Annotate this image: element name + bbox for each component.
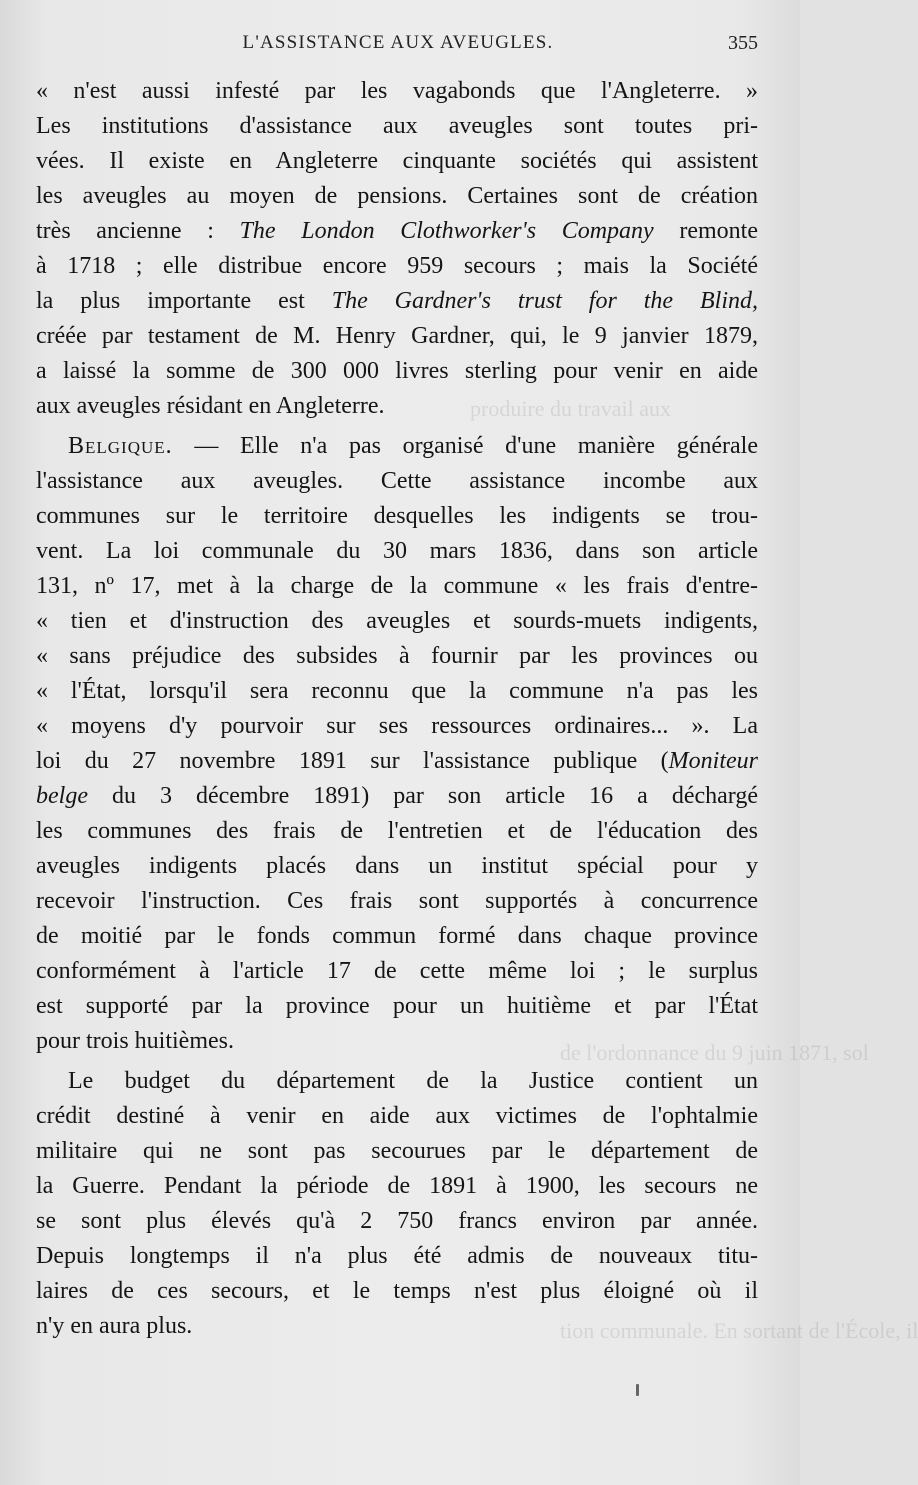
text-line (36, 744, 758, 779)
text-line: communes sur le territoire desquelles les indigents se trou- (36, 503, 758, 529)
running-title: L'ASSISTANCE AUX AVEUGLES. (242, 32, 554, 53)
text-line (36, 214, 758, 249)
text-run: très ancienne : (36, 218, 240, 244)
text-line: « n'est aussi infesté par les vagabonds que l'Angleterre. » (36, 78, 758, 104)
show-through-text: de l'ordonnance du 9 juin 1871, sol (560, 1040, 869, 1065)
text-line: « moyens d'y pourvoir sur ses ressources ordinaires... ». La (36, 713, 758, 739)
ink-speck (636, 1384, 639, 1396)
italic-title: Moniteur (668, 748, 758, 774)
text-line: la Guerre. Pendant la période de 1891 à 1900, les secours ne (36, 1173, 758, 1199)
text-line: les communes des frais de l'entretien et de l'éducation des (36, 818, 758, 844)
text-line: est supporté par la province pour un huitième et par l'État (36, 993, 758, 1019)
text-line: a laissé la somme de 300 000 livres sterling pour venir en aide (36, 358, 758, 384)
text-line: vent. La loi communale du 30 mars 1836, dans son article (36, 538, 758, 564)
text-line: se sont plus élevés qu'à 2 750 francs environ par année. (36, 1208, 758, 1234)
body-text (36, 74, 758, 1344)
text-line: « sans préjudice des subsides à fournir par les provinces ou (36, 643, 758, 669)
text-line: aux aveugles résidant en Angleterre. (36, 393, 385, 419)
italic-title: belge (36, 783, 88, 809)
text-line: Depuis longtemps il n'a plus été admis de nouveaux titu- (36, 1243, 758, 1269)
text-run: loi du 27 novembre 1891 sur l'assistance publique ( (36, 748, 669, 774)
text-line: l'assistance aux aveugles. Cette assistance incombe aux (36, 468, 758, 494)
text-line: de moitié par le fonds commun formé dans chaque province (36, 923, 758, 949)
text-line: « l'État, lorsqu'il sera reconnu que la commune n'a pas les (36, 678, 758, 704)
running-head (38, 32, 758, 62)
page-number: 355 (728, 32, 758, 54)
text-run: la plus importante est (36, 288, 332, 314)
text-line: recevoir l'instruction. Ces frais sont supportés à concurrence (36, 888, 758, 914)
text-line (36, 779, 758, 814)
text-line: créée par testament de M. Henry Gardner, qui, le 9 janvier 1879, (36, 323, 758, 349)
section-heading: Belgique. (68, 433, 173, 459)
text-line: pour trois huitièmes. (36, 1028, 234, 1054)
italic-title: The London Clothworker's Company (239, 218, 654, 244)
italic-title: The Gardner's trust for the Blind, (331, 288, 758, 314)
text-line: Le budget du département de la Justice contient un (68, 1068, 758, 1094)
text-run: remonte (653, 218, 758, 244)
text-line (36, 429, 758, 464)
text-line: à 1718 ; elle distribue encore 959 secours ; mais la Société (36, 253, 758, 279)
text-run: du 3 décembre 1891) par son article 16 a déchargé (87, 783, 758, 809)
text-line: aveugles indigents placés dans un institut spécial pour y (36, 853, 758, 879)
show-through-text: tion communale. En sortant de l'École, il (560, 1318, 918, 1343)
show-through-text: produire du travail aux (470, 396, 671, 421)
text-line: crédit destiné à venir en aide aux victimes de l'ophtalmie (36, 1103, 758, 1129)
text-run: — Elle n'a pas organisé d'une manière générale (172, 433, 758, 459)
text-line: conformément à l'article 17 de cette même loi ; le surplus (36, 958, 758, 984)
text-line: « tien et d'instruction des aveugles et sourds-muets indigents, (36, 608, 758, 634)
text-line: les aveugles au moyen de pensions. Certaines sont de création (36, 183, 758, 209)
text-line: 131, nº 17, met à la charge de la commune « les frais d'entre- (36, 573, 758, 599)
text-line (36, 284, 758, 319)
text-line: laires de ces secours, et le temps n'est plus éloigné où il (36, 1278, 758, 1304)
text-line: Les institutions d'assistance aux aveugles sont toutes pri- (36, 113, 758, 139)
text-line: militaire qui ne sont pas secourues par le département de (36, 1138, 758, 1164)
text-line: n'y en aura plus. (36, 1313, 193, 1339)
text-line: vées. Il existe en Angleterre cinquante sociétés qui assistent (36, 148, 758, 174)
